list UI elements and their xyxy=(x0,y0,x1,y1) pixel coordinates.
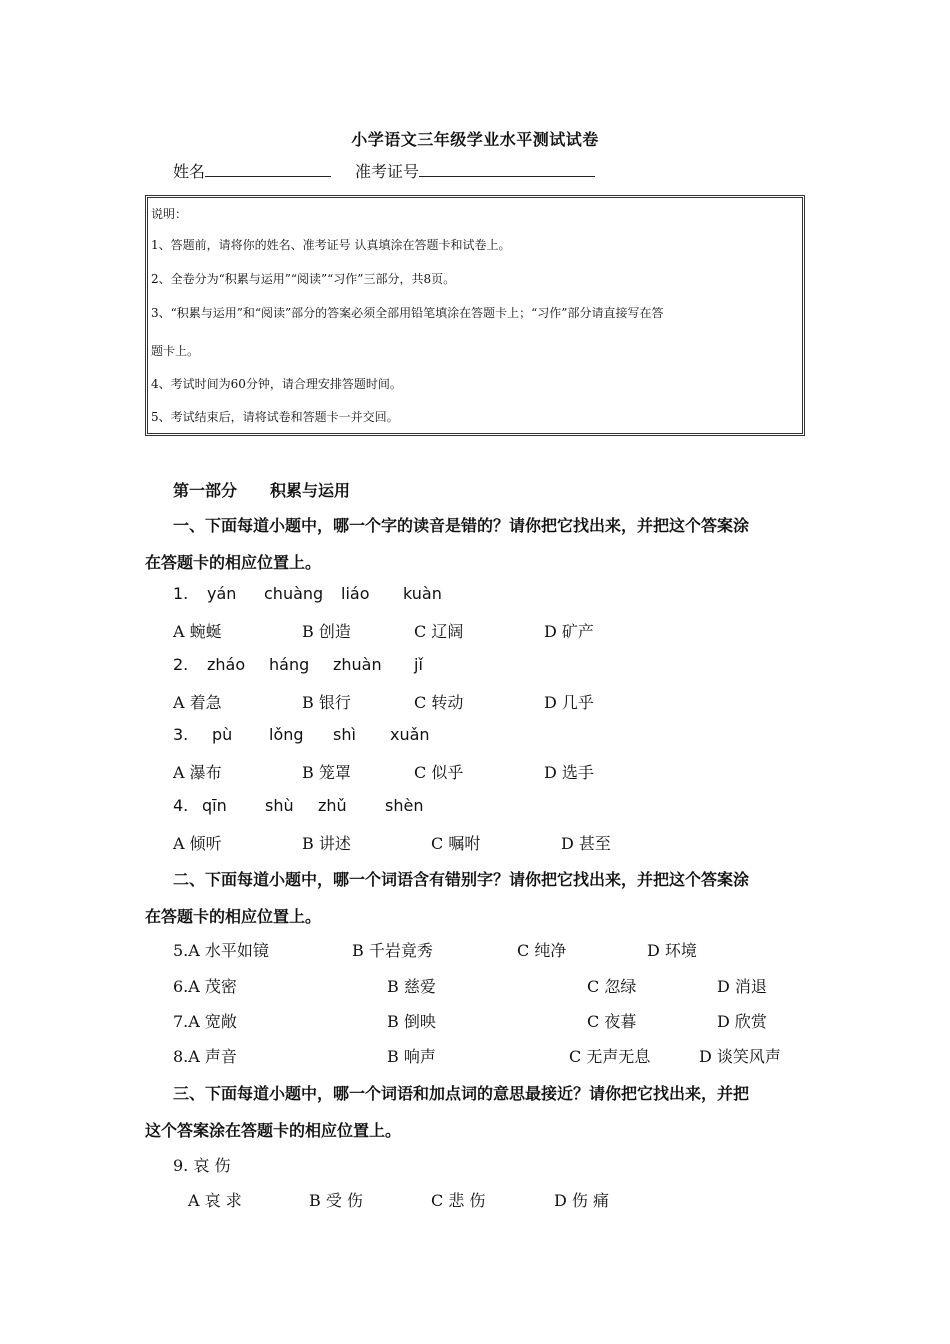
item1-option-d: D 矿产 xyxy=(544,622,594,641)
name-field xyxy=(173,159,331,182)
item2-option-a: A 着急 xyxy=(173,693,222,712)
item1-number: 1. xyxy=(173,584,189,603)
item6-option-b: B 慈爱 xyxy=(387,977,436,996)
item2-option-b: B 银行 xyxy=(302,693,351,712)
name-blank xyxy=(205,160,331,177)
item1-pinyin-c: liáo xyxy=(341,584,370,603)
item1-pinyin-b: chuàng xyxy=(264,584,324,603)
item9-stem: 9. 哀 伤 xyxy=(173,1156,231,1175)
question-2-text: 二、下面每道小题中，哪一个词语含有错别字？请你把它找出来，并把这个答案涂 xyxy=(173,870,750,889)
item2-pinyin-b: háng xyxy=(269,655,310,674)
item3-pinyin-a: pù xyxy=(212,725,233,744)
page-title: 小学语文三年级学业水平测试试卷 xyxy=(351,130,599,149)
question-3-text: 三、下面每道小题中，哪一个词语和加点词的意思最接近？请你把它找出来，并把 xyxy=(173,1084,750,1103)
instructions-heading: 说明： xyxy=(151,207,188,221)
item3-pinyin-d: xuǎn xyxy=(390,725,430,744)
item4-option-b: B 讲述 xyxy=(302,834,351,853)
item4-pinyin-c: zhǔ xyxy=(318,796,347,815)
item2-pinyin-d: jǐ xyxy=(414,655,423,674)
question-2-text-cont: 在答题卡的相应位置上。 xyxy=(145,907,322,926)
item9-option-c: C 悲 伤 xyxy=(431,1191,486,1210)
instruction-5: 5、考试结束后，请将试卷和答题卡一并交回。 xyxy=(151,410,399,424)
item8-option-a: 8.A 声音 xyxy=(173,1047,237,1066)
item7-option-a: 7.A 宽敞 xyxy=(173,1012,237,1031)
exam-id-label: 准考证号 xyxy=(355,162,420,181)
name-label: 姓名 xyxy=(173,162,206,181)
item3-option-b: B 笼罩 xyxy=(302,763,351,782)
part1-name: 积累与运用 xyxy=(270,481,351,500)
item5-option-a: 5.A 水平如镜 xyxy=(173,941,269,960)
item8-option-b: B 响声 xyxy=(387,1047,436,1066)
item3-pinyin-b: lǒng xyxy=(269,725,304,744)
item4-number: 4. xyxy=(173,796,189,815)
item3-number: 3. xyxy=(173,725,189,744)
question-1-text: 一、下面每道小题中，哪一个字的读音是错的？请你把它找出来，并把这个答案涂 xyxy=(173,516,750,535)
question-1-text-cont: 在答题卡的相应位置上。 xyxy=(145,553,322,572)
item2-option-c: C 转动 xyxy=(414,693,464,712)
question-3-text-cont: 这个答案涂在答题卡的相应位置上。 xyxy=(145,1121,402,1140)
item9-option-d: D 伤 痛 xyxy=(554,1191,610,1210)
item7-option-d: D 欣赏 xyxy=(717,1012,767,1031)
item1-option-a: A 蜿蜒 xyxy=(173,622,222,641)
item1-option-c: C 辽阔 xyxy=(414,622,464,641)
exam-id-blank xyxy=(419,160,595,177)
item2-option-d: D 几乎 xyxy=(544,693,594,712)
item1-option-b: B 创造 xyxy=(302,622,351,641)
part1-label: 第一部分 xyxy=(173,481,238,500)
instructions-box xyxy=(145,195,805,436)
instruction-4: 4、考试时间为60分钟，请合理安排答题时间。 xyxy=(151,377,402,391)
instruction-2: 2、全卷分为“积累与运用”“阅读”“习作”三部分，共8页。 xyxy=(151,272,456,286)
item8-option-d: D 谈笑风声 xyxy=(699,1047,781,1066)
item1-pinyin-a: yán xyxy=(207,584,237,603)
item1-pinyin-d: kuàn xyxy=(403,584,442,603)
item3-pinyin-c: shì xyxy=(333,725,356,744)
instruction-3-cont: 题卡上。 xyxy=(151,344,200,358)
exam-id-field xyxy=(355,159,595,182)
instruction-1: 1、答题前，请将你的姓名、准考证号 认真填涂在答题卡和试卷上。 xyxy=(151,238,511,252)
item3-option-d: D 选手 xyxy=(544,763,594,782)
item7-option-b: B 倒映 xyxy=(387,1012,436,1031)
item5-option-d: D 环境 xyxy=(647,941,697,960)
item7-option-c: C 夜暮 xyxy=(587,1012,637,1031)
item5-option-b: B 千岩竟秀 xyxy=(352,941,433,960)
item6-option-c: C 忽绿 xyxy=(587,977,637,996)
item2-pinyin-a: zháo xyxy=(207,655,246,674)
item3-option-a: A 瀑布 xyxy=(173,763,222,782)
item6-option-d: D 消退 xyxy=(717,977,767,996)
instruction-3: 3、“积累与运用”和“阅读”部分的答案必须全部用铅笔填涂在答题卡上；“习作”部分请直接写在答 xyxy=(151,306,664,320)
item3-option-c: C 似乎 xyxy=(414,763,464,782)
item5-option-c: C 纯净 xyxy=(517,941,567,960)
item4-option-c: C 嘱咐 xyxy=(431,834,481,853)
item4-option-d: D 甚至 xyxy=(561,834,611,853)
item4-pinyin-a: qīn xyxy=(202,796,227,815)
item6-option-a: 6.A 茂密 xyxy=(173,977,237,996)
item2-pinyin-c: zhuàn xyxy=(333,655,382,674)
item9-option-a: A 哀 求 xyxy=(188,1191,242,1210)
item2-number: 2. xyxy=(173,655,189,674)
item9-option-b: B 受 伤 xyxy=(309,1191,363,1210)
item4-option-a: A 倾听 xyxy=(173,834,222,853)
item4-pinyin-b: shù xyxy=(265,796,294,815)
item8-option-c: C 无声无息 xyxy=(569,1047,651,1066)
item4-pinyin-d: shèn xyxy=(385,796,424,815)
